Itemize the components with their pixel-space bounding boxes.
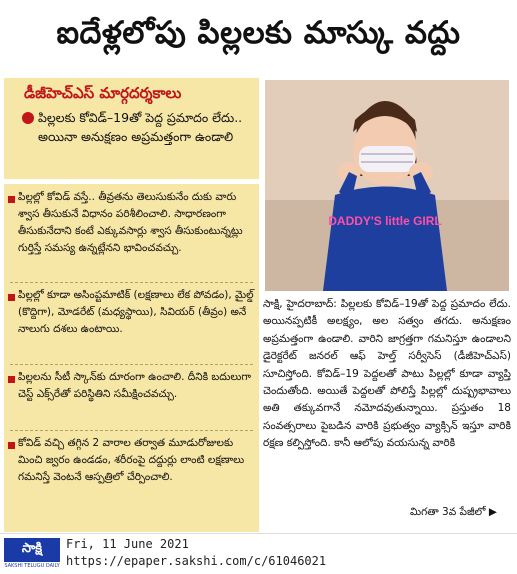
epaper-link[interactable]: https://epaper.sakshi.com/c/61046021 bbox=[66, 554, 327, 568]
continued-note bbox=[410, 506, 497, 521]
square-bullet-icon bbox=[8, 442, 15, 449]
child-with-mask-photo bbox=[265, 80, 509, 291]
list-item: పిల్లల్లో కోవిడ్ వస్తే.. తీవ్రతను తెలుసుకునేం దుకు వారు శ్వాస తీసుకునే విధానం పరిశీలించాలి. సాధారణంగా తీసుకునేదాని కంటే ఎక్కువసార్లు శ్వాస తీసుకుంటున్నట్లు గుర్తిస్తే సమస్య ఉన్నట్లేనని భావించవచ్చు. bbox=[18, 191, 243, 254]
bullet-dot-icon bbox=[22, 112, 34, 124]
shirt-print: DADDY'S little GIRL bbox=[328, 214, 442, 228]
logo-mark: సాక్షి bbox=[4, 538, 60, 562]
list-item: పిల్లలను సీటీ స్కాన్‌కు దూరంగా ఉంచాలి. దీనికి బదులుగా చెస్ట్ ఎక్స్‌రేతో పరిస్థితిని సమీక్షించవచ్చు. bbox=[18, 371, 252, 400]
guidelines-list bbox=[4, 184, 259, 532]
list-item: పిల్లల్లో కూడా అసింప్టమాటిక్ (లక్షణాలు లేక పోవడం), మైల్డ్ (కొద్దిగా), మోడరేట్ (మధ్యస్థాయి), సివియర్ (తీవ్రం) అనే నాలుగు దశలు ఉంటాయి. bbox=[18, 289, 254, 335]
sakshi-logo bbox=[4, 538, 60, 570]
article-body: సాక్షి, హైదరాబాద్: పిల్లలకు కోవిడ్–19తో పెద్ద ప్రమాదం లేదు. అయినప్పటికీ అలక్ష్యం, అల సత్వం తగదు. అనుక్షణం అప్రమత్తంగా ఉండాలి. వారిని జాగ్రత్తగా గమనిస్తూ ఉండాలని డైరెక్టరేట్ జనరల్ ఆఫ్ హెల్త్ సర్వీసెస్ (డీజీహెచ్‌ఎస్) సూచిస్తోంది. కోవిడ్–19 పెద్దలతో పాటు పిల్లల్లో కూడా వ్యాప్తి చెందుతోంది. అయితే పెద్దలతో పోలిస్తే పిల్లల్లో దుష్ప్రభావాలు అతి తక్కువగానే నమోదవుతున్నాయి. ప్రస్తుతం 18 సంవత్సరాలు పైబడిన వారికి ప్రభుత్వం వ్యాక్సిన్ ఇస్తూ వారికి రక్షణ కల్పిస్తోంది. కానీ ఆలోపు వయసున్న వారికి bbox=[263, 298, 511, 450]
divider bbox=[10, 282, 253, 283]
headline: ఐదేళ్లలోపు పిల్లలకు మాస్కు వద్దు bbox=[56, 14, 461, 51]
guidelines-box bbox=[4, 78, 259, 179]
guidelines-text: పిల్లలకు కోవిడ్–19తో పెద్ద ప్రమాదం లేదు.. అయినా అనుక్షణం అప్రమత్తంగా ఉండాలి bbox=[38, 110, 243, 144]
square-bullet-icon bbox=[8, 196, 15, 203]
play-arrow-icon: ▶ bbox=[488, 506, 497, 518]
child-illustration bbox=[265, 80, 509, 291]
footer bbox=[0, 533, 517, 574]
logo-tagline: SAKSHI TELUGU DAILY bbox=[4, 563, 60, 569]
divider bbox=[10, 364, 253, 365]
left-column bbox=[4, 78, 259, 532]
publish-date: Fri, 11 June 2021 bbox=[66, 537, 189, 551]
square-bullet-icon bbox=[8, 294, 15, 301]
square-bullet-icon bbox=[8, 376, 15, 383]
list-item: కోవిడ్ వచ్చి తగ్గిన 2 వారాల తర్వాత మూడురోజులకు మించి జ్వరం ఉండడం, శరీరంపై దద్దుర్లు లాంటి లక్షణాలు గమనిస్తే వెంటనే ఆస్పత్రిలో చేర్పించాలి. bbox=[18, 437, 245, 483]
guidelines-title: డీజీహెచ్‌ఎస్ మార్గదర్శకాలు bbox=[24, 84, 182, 102]
continued-text: మిగతా 3వ పేజీలో bbox=[410, 506, 486, 518]
divider bbox=[10, 430, 253, 431]
